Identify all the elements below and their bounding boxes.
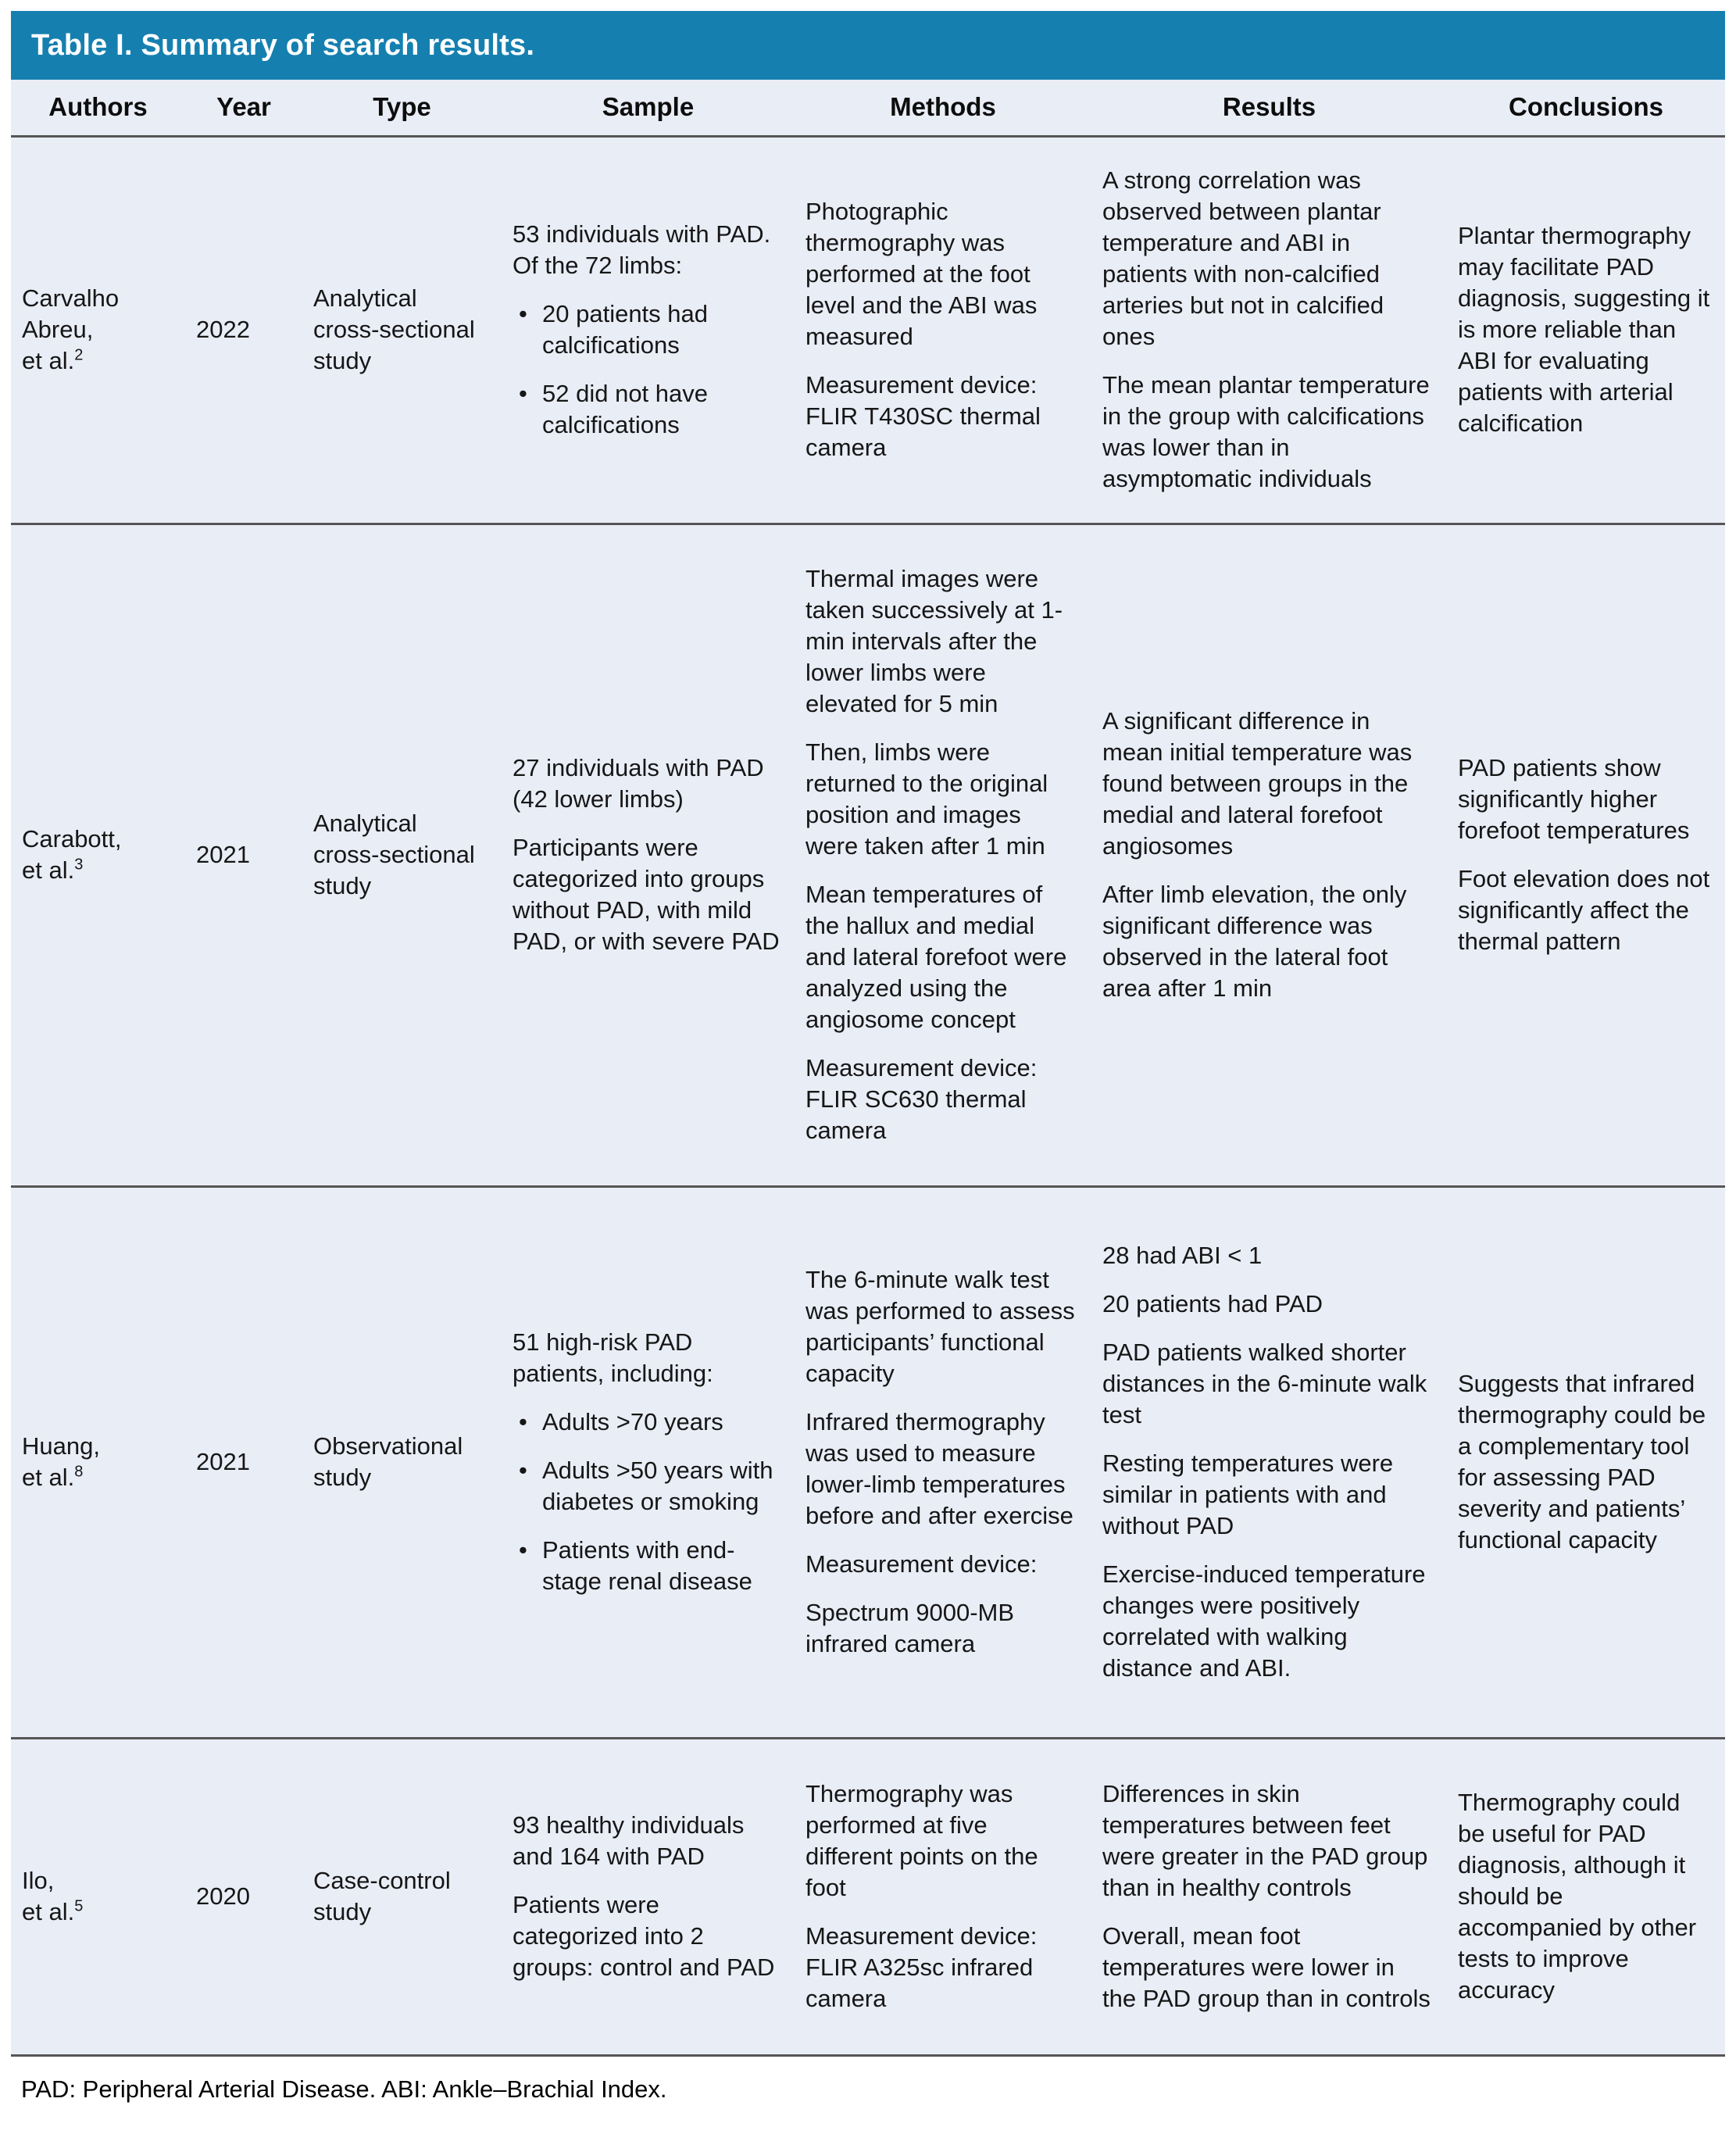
- cell-methods: [795, 1738, 1091, 2055]
- bullet-item: • 20 patients had calcifications: [513, 298, 782, 361]
- results-paragraph: Exercise-induced temperature changes were positively correlated with walking distance and ABI.: [1102, 1560, 1426, 1682]
- cell-type: Analytical cross-sectional study: [302, 524, 502, 1186]
- cell-type: Case-control study: [302, 1738, 502, 2055]
- cell-authors: [11, 1186, 185, 1738]
- sample-paragraph: 27 individuals with PAD (42 lower limbs): [513, 754, 764, 813]
- methods-paragraph: Then, limbs were returned to the original position and images were taken after 1 min: [805, 738, 1048, 860]
- table-title-bar: [11, 11, 1725, 80]
- column-header-type: Type: [302, 80, 502, 136]
- cell-sample: [502, 524, 795, 1186]
- methods-paragraph: Measurement device: FLIR SC630 thermal camera: [805, 1054, 1038, 1144]
- cell-sample: [502, 136, 795, 524]
- cell-year: 2022: [185, 136, 302, 524]
- methods-paragraph: Mean temperatures of the hallux and medial and lateral forefoot were analyzed using the angiosome concept: [805, 881, 1067, 1033]
- conclusions-paragraph: PAD patients show significantly higher forefoot temperatures: [1458, 754, 1690, 844]
- cell-year: 2021: [185, 524, 302, 1186]
- reference-superscript: 8: [74, 1463, 84, 1481]
- bullet-marker: •: [519, 1457, 527, 1484]
- cell-sample: [502, 1186, 795, 1738]
- conclusions-paragraph: Plantar thermography may facilitate PAD diagnosis, suggesting it is more reliable than ABI for evaluating patients with arterial calcification: [1458, 222, 1710, 437]
- summary-table: [11, 80, 1725, 2057]
- bullet-marker: •: [519, 300, 527, 327]
- reference-superscript: 2: [74, 346, 84, 364]
- cell-authors: [11, 1738, 185, 2055]
- methods-paragraph: Photographic thermography was performed at the foot level and the ABI was measured: [805, 198, 1038, 350]
- table-row: [11, 524, 1725, 1186]
- results-paragraph: A significant difference in mean initial temperature was found between groups in the medial and lateral forefoot angiosomes: [1102, 707, 1413, 860]
- author-name: Ilo, et al.$^5$: [22, 1867, 84, 1925]
- methods-paragraph: Thermal images were taken successively at 1-min intervals after the lower limbs were elevated for 5 min: [805, 565, 1063, 717]
- bullet-marker: •: [519, 1536, 527, 1564]
- methods-paragraph: Spectrum 9000-MB infrared camera: [805, 1599, 1015, 1657]
- conclusions-paragraph: Foot elevation does not significantly affect the thermal pattern: [1458, 865, 1710, 955]
- sample-paragraph: 93 healthy individuals and 164 with PAD: [513, 1811, 745, 1870]
- cell-conclusions: [1447, 1186, 1725, 1738]
- results-paragraph: PAD patients walked shorter distances in the 6-minute walk test: [1102, 1339, 1427, 1428]
- table-row: [11, 1738, 1725, 2055]
- results-paragraph: Differences in skin temperatures between feet were greater in the PAD group than in healthy controls: [1102, 1780, 1428, 1901]
- column-header-year: Year: [185, 80, 302, 136]
- results-paragraph: Overall, mean foot temperatures were lower in the PAD group than in controls: [1102, 1922, 1431, 2012]
- methods-paragraph: The 6-minute walk test was performed to assess participants’ functional capacity: [805, 1266, 1075, 1387]
- column-header-results: Results: [1091, 80, 1447, 136]
- cell-conclusions: [1447, 524, 1725, 1186]
- cell-results: [1091, 136, 1447, 524]
- table-title: Table I. Summary of search results.: [31, 28, 535, 62]
- cell-methods: [795, 136, 1091, 524]
- results-paragraph: Resting temperatures were similar in patients with and without PAD: [1102, 1450, 1394, 1539]
- reference-superscript: 3: [74, 856, 84, 874]
- cell-type: Analytical cross-sectional study: [302, 136, 502, 524]
- summary-table-card: [11, 11, 1725, 2057]
- methods-paragraph: Measurement device: FLIR A325sc infrared camera: [805, 1922, 1038, 2012]
- bullet-item: • 52 did not have calcifications: [513, 378, 782, 441]
- author-name: Carvalho Abreu, et al.$^2$: [22, 284, 120, 374]
- results-paragraph: 20 patients had PAD: [1102, 1290, 1323, 1317]
- results-paragraph: After limb elevation, the only significant difference was observed in the lateral foot area after 1 min: [1102, 881, 1407, 1002]
- author-name: Carabott, et al.$^3$: [22, 825, 122, 884]
- methods-paragraph: Thermography was performed at five different points on the foot: [805, 1780, 1038, 1901]
- cell-results: [1091, 1738, 1447, 2055]
- cell-authors: [11, 136, 185, 524]
- column-header-authors: Authors: [11, 80, 185, 136]
- cell-conclusions: [1447, 136, 1725, 524]
- bullet-item: • Patients with end-stage renal disease: [513, 1535, 782, 1597]
- methods-paragraph: Measurement device: FLIR T430SC thermal camera: [805, 371, 1041, 461]
- cell-results: [1091, 1186, 1447, 1738]
- column-header-methods: Methods: [795, 80, 1091, 136]
- sample-paragraph: 51 high-risk PAD patients, including:: [513, 1328, 713, 1387]
- cell-sample: [502, 1738, 795, 2055]
- sample-paragraph: Participants were categorized into groups without PAD, with mild PAD, or with severe PAD: [513, 834, 780, 955]
- bullet-marker: •: [519, 380, 527, 407]
- cell-conclusions: [1447, 1738, 1725, 2055]
- methods-paragraph: Infrared thermography was used to measure lower-limb temperatures before and after exercise: [805, 1408, 1073, 1529]
- reference-superscript: 5: [74, 1897, 84, 1915]
- methods-paragraph: Measurement device:: [805, 1550, 1038, 1578]
- table-row: [11, 1186, 1725, 1738]
- table-row: [11, 136, 1725, 524]
- cell-year: 2020: [185, 1738, 302, 2055]
- cell-methods: [795, 524, 1091, 1186]
- cell-type: Observational study: [302, 1186, 502, 1738]
- cell-year: 2021: [185, 1186, 302, 1738]
- bullet-marker: •: [519, 1408, 527, 1435]
- results-paragraph: The mean plantar temperature in the group with calcifications was lower than in asymptomatic individuals: [1102, 371, 1430, 492]
- results-paragraph: A strong correlation was observed between plantar temperature and ABI in patients with non-calcified arteries but not in calcified ones: [1102, 166, 1384, 350]
- conclusions-paragraph: Suggests that infrared thermography could be a complementary tool for assessing PAD severity and patients’ functional capacity: [1458, 1370, 1706, 1553]
- bullet-item: • Adults >70 years: [513, 1407, 782, 1438]
- sample-paragraph: 53 individuals with PAD. Of the 72 limbs:: [513, 220, 771, 279]
- table-footnote: PAD: Peripheral Arterial Disease. ABI: Ankle–Brachial Index.: [21, 2075, 667, 2103]
- column-header-conclusions: Conclusions: [1447, 80, 1725, 136]
- header-row: [11, 80, 1725, 136]
- cell-authors: [11, 524, 185, 1186]
- author-name: Huang, et al.$^8$: [22, 1432, 100, 1491]
- cell-methods: [795, 1186, 1091, 1738]
- cell-results: [1091, 524, 1447, 1186]
- results-paragraph: 28 had ABI < 1: [1102, 1242, 1263, 1269]
- conclusions-paragraph: Thermography could be useful for PAD diagnosis, although it should be accompanied by other tests to improve accuracy: [1458, 1789, 1697, 2004]
- sample-paragraph: Patients were categorized into 2 groups: control and PAD: [513, 1891, 775, 1981]
- column-header-sample: Sample: [502, 80, 795, 136]
- bullet-item: • Adults >50 years with diabetes or smoking: [513, 1455, 782, 1517]
